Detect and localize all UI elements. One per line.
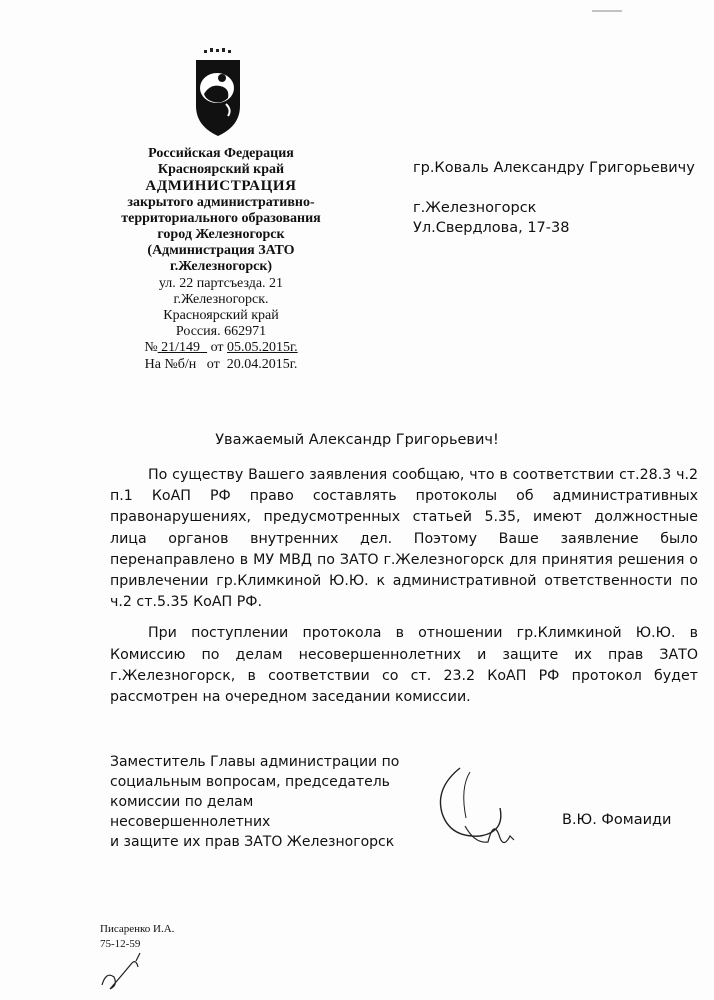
recipient-name: гр.Коваль Александру Григорьевичу: [413, 160, 695, 176]
signatory-position-line-1: Заместитель Главы администрации по: [110, 754, 400, 770]
scan-mark: [592, 0, 622, 4]
outgoing-date-label: от: [210, 340, 224, 356]
outgoing-date-value: 05.05.2015г.: [227, 340, 298, 356]
incoming-date-label: от: [206, 356, 220, 372]
sender-address-region: Красноярский край: [163, 308, 279, 324]
signatory-position-line-3: комиссии по делам несовершеннолетних: [110, 794, 271, 830]
sender-org-line-3: город Железногорск: [157, 227, 285, 243]
signatory-name: В.Ю. Фомаиди: [562, 812, 672, 828]
greeting: Уважаемый Александр Григорьевич!: [215, 432, 499, 448]
sender-address-country: Россия. 662971: [175, 324, 267, 340]
outgoing-no-label: №: [144, 340, 158, 356]
sender-address-street: ул. 22 партсъезда. 21: [158, 275, 284, 291]
outgoing-reg-line: [110, 340, 332, 356]
signatory-position-line-4: и защите их прав ЗАТО Железногорск: [110, 834, 395, 850]
signatory-position-line-2: социальным вопросам, председатель: [110, 774, 390, 790]
handwritten-initials-icon: [92, 945, 172, 995]
sender-address-city: г.Железногорск.: [173, 291, 269, 307]
recipient-street: Ул.Свердлова, 17-38: [413, 220, 570, 236]
recipient-block: [413, 158, 695, 238]
incoming-reg-line: [110, 357, 332, 373]
sender-org-line-2: территориального образования: [121, 210, 321, 226]
letter-body: [110, 465, 698, 718]
sender-org-line-5: г.Железногорск): [169, 259, 273, 275]
body-paragraph-1: По существу Вашего заявления сообщаю, что в соответствии ст.28.3 ч.2 п.1 КоАП РФ право составлять протоколы об административных правонарушениях, предусмотренных статьей 5.35, имеют должностные лица органов внутренних дел. Поэтому Ваше заявление было перенаправлено в МУ МВД по ЗАТО г.Железногорск для принятия решения о привлечении гр.Климкиной Ю.Ю. к административной ответственности по ч.2 ст.5.35 КоАП РФ.: [110, 467, 698, 611]
coat-of-arms-emblem-icon: [186, 48, 250, 138]
sender-country: Российская Федерация: [148, 146, 294, 161]
handwritten-signature-icon: [430, 758, 550, 858]
executor-name: Писаренко И.А.: [100, 923, 175, 935]
incoming-date-value: 20.04.2015г.: [226, 356, 298, 372]
executor-phone: 75-12-59: [100, 938, 141, 950]
sender-region: Красноярский край: [157, 162, 285, 178]
signatory-position: [110, 752, 410, 852]
sender-org-line-1: закрытого административно-: [127, 194, 315, 210]
body-paragraph-2: При поступлении протокола в отношении гр.Климкиной Ю.Ю. в Комиссию по делам несовершеннолетних и защите их прав ЗАТО г.Железногорск, в соответствии со ст. 23.2 КоАП РФ протокол будет рассмотрен на очередном заседании комиссии.: [110, 625, 698, 706]
sender-org-title: АДМИНИСТРАЦИЯ: [145, 178, 297, 195]
recipient-city: г.Железногорск: [413, 200, 537, 216]
incoming-no-label: На №б/н: [144, 356, 197, 372]
sender-block: [110, 146, 332, 373]
outgoing-no-value: 21/149: [161, 340, 201, 356]
sender-org-line-4: (Администрация ЗАТО: [147, 243, 295, 259]
